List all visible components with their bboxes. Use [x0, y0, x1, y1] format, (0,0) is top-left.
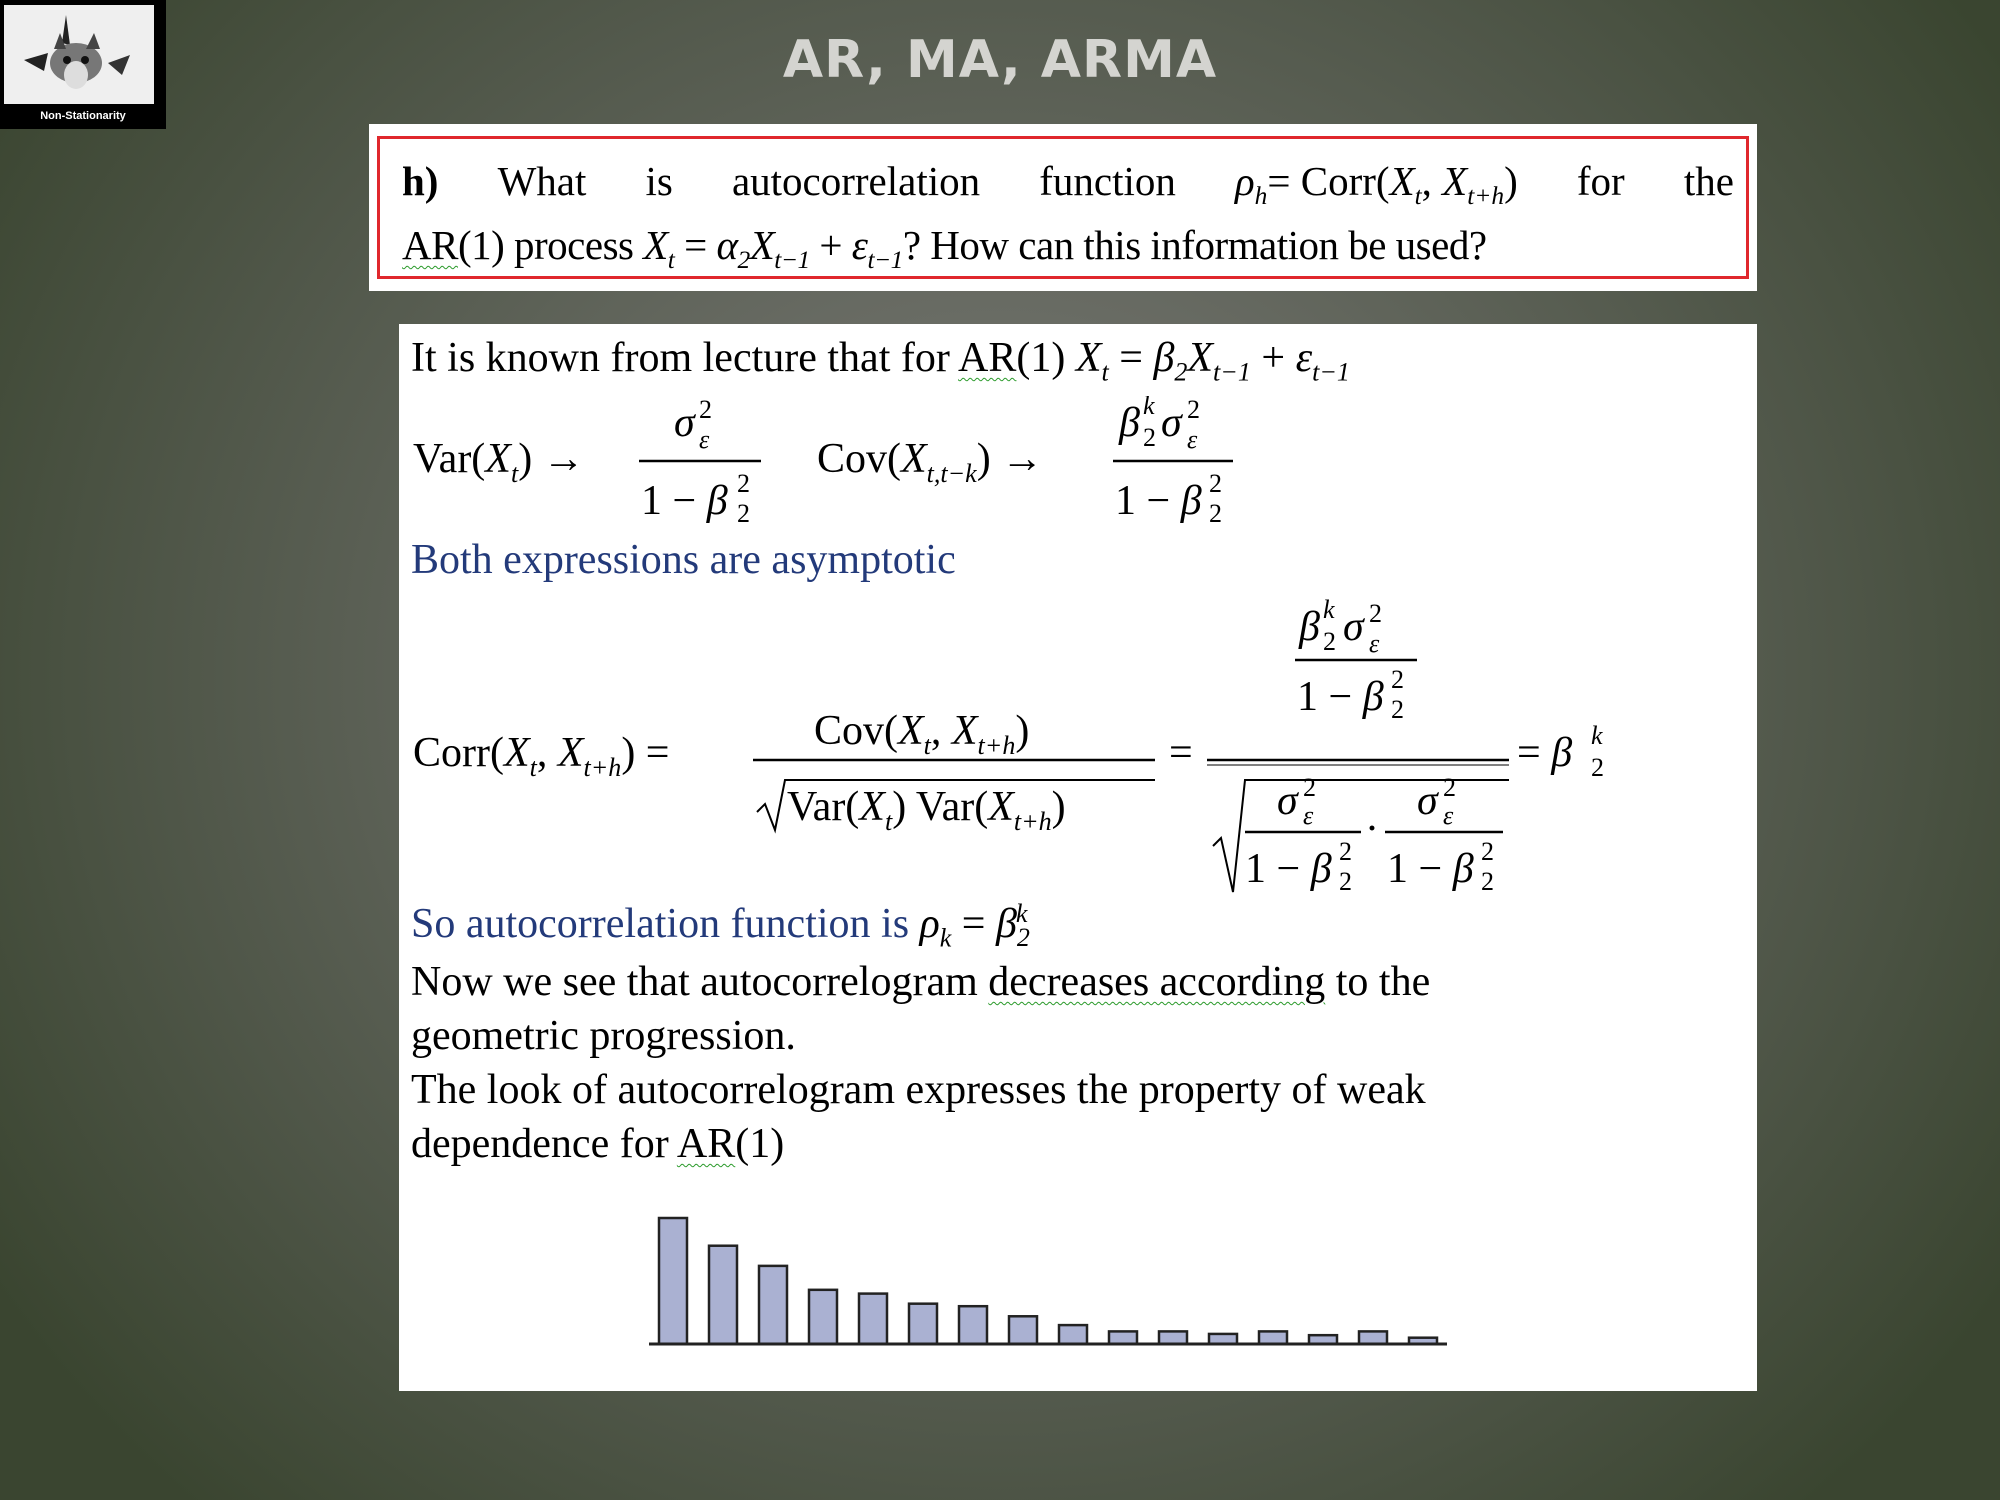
question-word: is [645, 158, 673, 204]
question-frame [377, 136, 1749, 279]
svg-text:ε: ε [1187, 425, 1198, 454]
svg-text:1 − β: 1 − β [1245, 846, 1332, 892]
now-line-1: Now we see that autocorrelogram decreases according to the [411, 959, 1431, 1005]
svg-text:2: 2 [1303, 773, 1316, 802]
question-word: for [1576, 158, 1625, 204]
acf-bar [1159, 1331, 1187, 1344]
svg-text:2: 2 [1591, 753, 1604, 782]
svg-text:2: 2 [1323, 627, 1336, 656]
svg-text:ε: ε [699, 425, 710, 454]
svg-text:σ: σ [674, 400, 695, 446]
corr-derivation [399, 594, 1699, 894]
acf-bar [959, 1306, 987, 1344]
answer-box [399, 324, 1757, 1391]
asymptotic-note: Both expressions are asymptotic [411, 537, 956, 583]
acf-bar [1259, 1331, 1287, 1344]
svg-text:Var(Xt) →: $Var(X_t)$ → [413, 436, 585, 488]
svg-text:1 − β: 1 − β [1387, 846, 1474, 892]
corr-mid-den: $Var(X_t)$ $Var(X_{t+h})$ [787, 784, 1066, 836]
svg-text:2: 2 [1369, 599, 1382, 628]
svg-text:1 − β: 1 − β [1115, 478, 1202, 524]
svg-text:σ: σ [1277, 778, 1298, 824]
slide-title: AR, MA, ARMA [782, 30, 1218, 90]
svg-text:2: 2 [1339, 837, 1352, 866]
acf-bar [1109, 1331, 1137, 1344]
svg-text:2: 2 [1143, 423, 1156, 452]
svg-text:=: = [1169, 730, 1193, 776]
acf-bar [709, 1246, 737, 1344]
acf-line: So autocorrelation function is $\rho_k = \beta_2^k$ [411, 899, 1030, 953]
svg-text:2: 2 [699, 396, 712, 424]
question-word: function [1039, 158, 1176, 204]
svg-text:2: 2 [1481, 867, 1494, 894]
svg-text:2: 2 [1187, 396, 1200, 424]
acf-bar [1009, 1316, 1037, 1344]
svg-text:2: 2 [737, 499, 750, 528]
acf-bar [1359, 1331, 1387, 1344]
svg-text:ε: ε [1369, 629, 1380, 658]
acf-formula: $\rho_k = \beta_2^k$ [919, 899, 1030, 953]
svg-text:2: 2 [1391, 695, 1404, 724]
svg-text:β: β [1119, 400, 1140, 446]
corr-mid-num: $Cov(X_t$, $X_{t+h}$) [814, 708, 1030, 760]
acf-bar [859, 1294, 887, 1344]
intro-formula: $X_t = \beta_2X_{t-1} + \varepsilon_{t-1}$ [1075, 335, 1350, 387]
acf-bar [659, 1218, 687, 1344]
question-word: the [1683, 158, 1734, 204]
svg-text:σ: σ [1161, 400, 1182, 446]
svg-text:k: k [1143, 396, 1155, 420]
svg-text:2: 2 [737, 469, 750, 498]
svg-text:·: · [1365, 806, 1379, 852]
acf-bar [809, 1290, 837, 1344]
svg-text:2: 2 [1339, 867, 1352, 894]
corr-result: = β [1517, 730, 1573, 776]
svg-text:1 − β: 1 − β [1297, 674, 1384, 720]
cov-formula [817, 396, 1233, 528]
svg-text:β: β [1299, 604, 1320, 650]
svg-text:ε: ε [1303, 801, 1314, 830]
question-word: What [497, 158, 587, 204]
logo-caption: Non-Stationarity [40, 110, 126, 122]
acf-bar [1209, 1334, 1237, 1344]
corr-lhs: $Corr(X_t$, $X_{t+h}$) = [413, 730, 670, 782]
question-label: h) [402, 158, 439, 204]
svg-text:σ: σ [1343, 604, 1364, 650]
svg-text:k: k [1591, 721, 1603, 750]
look-line-1: The look of autocorrelogram expresses the property of weak [411, 1067, 1426, 1113]
autocorrelogram-chart [639, 1204, 1479, 1354]
var-cov-formulas [399, 396, 1299, 536]
intro-line: It is known from lecture that for AR(1) $X_t = \beta_2X_{t-1} + \varepsilon_{t-1}$ [411, 335, 1350, 387]
svg-text:1 − β: 1 − β [641, 478, 728, 524]
acf-bar [759, 1266, 787, 1344]
question-formula: $\rho_h=$ $Corr(X_t$, $X_{t+h}$) [1234, 158, 1518, 211]
svg-text:ε: ε [1443, 801, 1454, 830]
svg-text:2: 2 [1209, 499, 1222, 528]
acf-bar [909, 1304, 937, 1344]
svg-text:σ: σ [1417, 778, 1438, 824]
question-tail: ? How can this information be used? [902, 222, 1487, 268]
question-box [369, 124, 1757, 291]
svg-text:2: 2 [1443, 773, 1456, 802]
svg-text:k: k [1323, 595, 1335, 624]
svg-text:2: 2 [1209, 469, 1222, 498]
now-line-2: geometric progression. [411, 1013, 796, 1059]
look-line-2: dependence for AR(1) [411, 1121, 785, 1167]
var-formula [413, 396, 761, 528]
acf-bar [1059, 1325, 1087, 1344]
question-word: autocorrelation [731, 158, 981, 204]
svg-text:Cov(Xt,t−k) →: $Cov(X_{t,t-k})$ → [817, 436, 1044, 488]
svg-text:2: 2 [1481, 837, 1494, 866]
question-line-2: AR(1) process $X_t = \alpha_2X_{t-1} + \varepsilon_{t-1}$? How can this information be used? [402, 222, 1487, 275]
question-line-1 [402, 149, 1734, 213]
svg-text:2: 2 [1391, 665, 1404, 694]
